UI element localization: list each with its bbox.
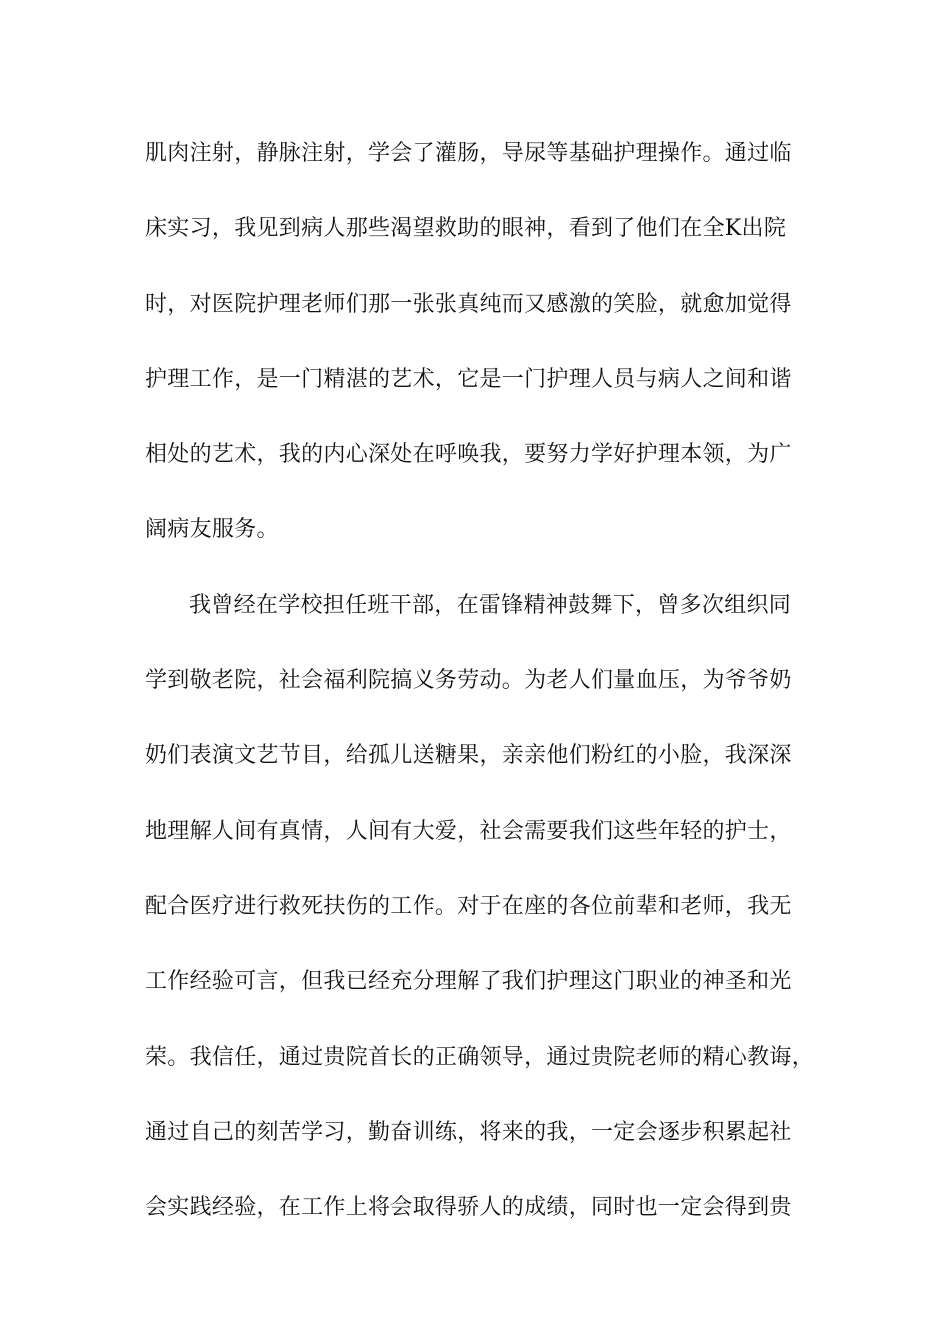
paragraph-2	[145, 578, 835, 1256]
text-line: 时，对医院护理老师们那一张张真纯而又感激的笑脸，就愈加觉得	[145, 291, 792, 317]
text-line: 学到敬老院，社会福利院搞义务劳动。为老人们量血压，为爷爷奶	[145, 668, 792, 694]
text-line: 相处的艺术，我的内心深处在呼唤我，要努力学好护理本领，为广	[145, 442, 792, 468]
text-line: 会实践经验，在工作上将会取得骄人的成绩，同时也一定会得到贵	[145, 1195, 792, 1221]
text-line: 奶们表演文艺节目，给孤儿送糖果，亲亲他们粉红的小脸，我深深	[145, 743, 792, 769]
text-line: 护理工作，是一门精湛的艺术，它是一门护理人员与病人之间和谐	[145, 366, 792, 392]
text-line: 工作经验可言，但我已经充分理解了我们护理这门职业的神圣和光	[145, 969, 792, 995]
text-line: 床实习，我见到病人那些渴望救助的眼神，看到了他们在全K出院	[145, 216, 787, 242]
text-line: 阔病友服务。	[145, 517, 279, 543]
text-line: 地理解人间有真情，人间有大爱，社会需要我们这些年轻的护士，	[145, 818, 792, 844]
text-line: 荣。我信任，通过贵院首长的正确领导，通过贵院老师的精心教诲，	[145, 1044, 815, 1070]
text-line: 肌肉注射，静脉注射，学会了灌肠，导尿等基础护理操作。通过临	[145, 141, 792, 166]
document-body	[145, 126, 835, 1255]
text-line: 通过自己的刻苦学习，勤奋训练，将来的我，一定会逐步积累起社	[145, 1119, 792, 1145]
text-line: 配合医疗进行救死扶伤的工作。对于在座的各位前辈和老师，我无	[145, 893, 792, 919]
paragraph-1	[145, 126, 835, 578]
text-line: 我曾经在学校担任班干部，在雷锋精神鼓舞下，曾多次组织同	[189, 592, 792, 618]
